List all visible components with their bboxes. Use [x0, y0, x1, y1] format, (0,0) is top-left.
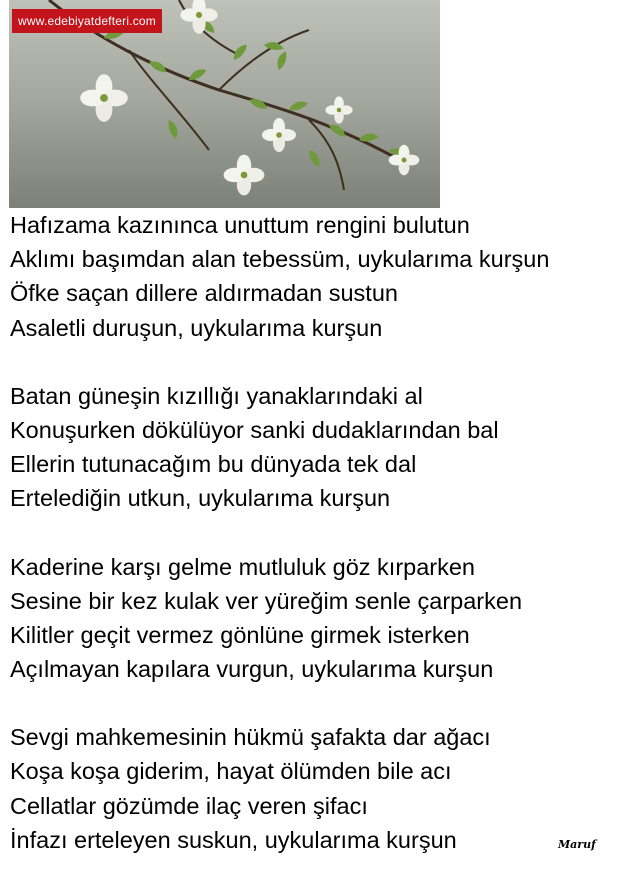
poem-line: Ellerin tutunacağım bu dünyada tek dal: [10, 451, 417, 478]
stanza: [10, 550, 621, 687]
poem-line: Asaletli duruşun, uykularıma kurşun: [10, 314, 383, 341]
poem-line: Açılmayan kapılara vurgun, uykularıma kurşun: [10, 656, 494, 683]
poem-line: Koşa koşa giderim, hayat ölümden bile acı: [10, 758, 452, 785]
site-url-badge: www.edebiyatdefteri.com: [12, 9, 162, 33]
stanza: [10, 208, 621, 345]
poem-line: Öfke saçan dillere aldırmadan sustun: [10, 280, 398, 307]
poem-line: Kilitler geçit vermez gönlüne girmek isterken: [10, 621, 470, 648]
poem-body: [10, 208, 621, 857]
poem-line: Sevgi mahkemesinin hükmü şafakta dar ağacı: [10, 724, 491, 751]
poem-line: Kaderine karşı gelme mutluluk göz kırparken: [10, 553, 475, 580]
poem-line: Hafızama kazınınca unuttum rengini bulutun: [10, 212, 470, 238]
poem-line: Cellatlar gözümde ilaç veren şifacı: [10, 792, 368, 819]
poem-line: Ertelediğin utkun, uykularıma kurşun: [10, 485, 391, 512]
poem-line: Konuşurken dökülüyor sanki dudaklarından bal: [10, 416, 499, 443]
header-photo: [9, 0, 440, 208]
poem-line: İnfazı erteleyen suskun, uykularıma kurşun: [10, 826, 457, 853]
stanza: [10, 379, 621, 516]
author-signature: Maruf: [558, 838, 596, 851]
stanza: [10, 720, 621, 857]
poem-line: Sesine bir kez kulak ver yüreğim senle çarparken: [10, 587, 523, 614]
poem-line: Batan güneşin kızıllığı yanaklarındaki al: [10, 382, 423, 409]
poem-line: Aklımı başımdan alan tebessüm, uykularıma kurşun: [10, 246, 550, 273]
